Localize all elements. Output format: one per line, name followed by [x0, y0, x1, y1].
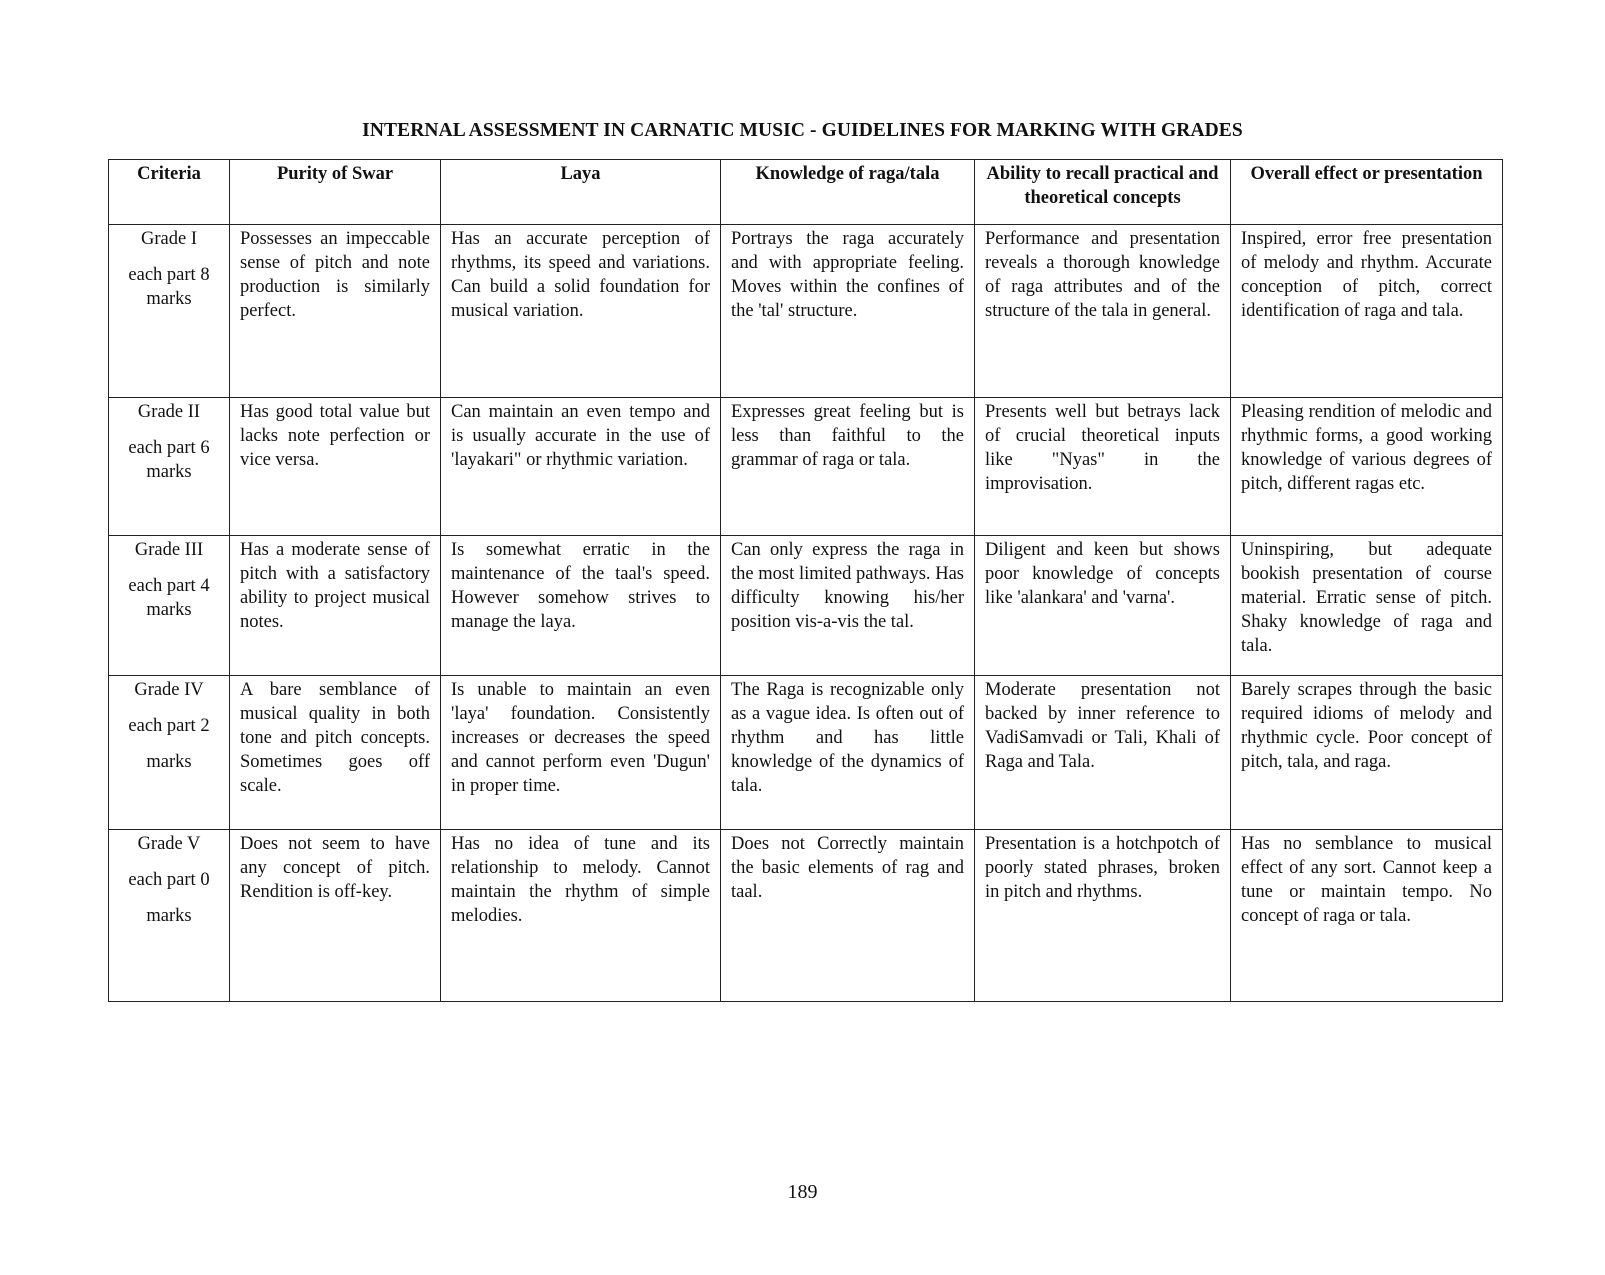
table-cell: Has no idea of tune and its relationship to melody. Cannot maintain the rhythm of simple melodies.: [441, 830, 721, 1002]
table-cell: Can only express the raga in the most limited pathways. Has difficulty knowing his/her position vis-a-vis the tal.: [721, 536, 975, 676]
grade-marks-line1: each part 2: [128, 716, 210, 736]
table-cell: A bare semblance of musical quality in both tone and pitch concepts. Sometimes goes off scale.: [230, 676, 441, 830]
table-cell: The Raga is recognizable only as a vague idea. Is often out of rhythm and has little knowledge of the dynamics of tala.: [721, 676, 975, 830]
table-header-row: [109, 160, 1503, 225]
page-title: INTERNAL ASSESSMENT IN CARNATIC MUSIC - GUIDELINES FOR MARKING WITH GRADES: [362, 120, 1243, 141]
table-cell: Presents well but betrays lack of crucial theoretical inputs like "Nyas" in the improvisation.: [975, 398, 1231, 536]
table-row: [109, 676, 1503, 830]
table-cell: Possesses an impeccable sense of pitch and note production is similarly perfect.: [230, 225, 441, 398]
table-row: [109, 398, 1503, 536]
table-cell: Presentation is a hotchpotch of poorly stated phrases, broken in pitch and rhythms.: [975, 830, 1231, 1002]
table-cell: Has good total value but lacks note perfection or vice versa.: [230, 398, 441, 536]
table-row: [109, 830, 1503, 1002]
grade-marks-line1: each part 8: [128, 265, 210, 285]
table-cell: Is unable to maintain an even 'laya' foundation. Consistently increases or decreases the speed and cannot perform even 'Dugun' in proper time.: [441, 676, 721, 830]
grade-label: Grade II: [137, 402, 201, 422]
table-cell: Barely scrapes through the basic required idioms of melody and rhythmic cycle. Poor concept of pitch, tala, and raga.: [1231, 676, 1503, 830]
table-row: [109, 536, 1503, 676]
grade-cell: [109, 225, 230, 398]
table-cell: Inspired, error free presentation of melody and rhythm. Accurate conception of pitch, correct identification of raga and tala.: [1231, 225, 1503, 398]
table-cell: Does not seem to have any concept of pitch. Rendition is off-key.: [230, 830, 441, 1002]
table-cell: Moderate presentation not backed by inner reference to VadiSamvadi or Tali, Khali of Raga and Tala.: [975, 676, 1231, 830]
grade-marks-line1: each part 6: [128, 438, 210, 458]
table-row: [109, 225, 1503, 398]
column-header-laya: Laya: [441, 160, 721, 225]
table-cell: Has no semblance to musical effect of any sort. Cannot keep a tune or maintain tempo. No concept of raga or tala.: [1231, 830, 1503, 1002]
column-header-purity-of-swar: Purity of Swar: [230, 160, 441, 225]
grade-marks-line1: each part 4: [128, 576, 210, 596]
grade-marks-line2: marks: [146, 289, 192, 309]
grade-cell: [109, 536, 230, 676]
grade-label: Grade IV: [134, 680, 204, 700]
column-header-knowledge-raga-tala: Knowledge of raga/tala: [721, 160, 975, 225]
table-cell: Performance and presentation reveals a thorough knowledge of raga attributes and of the structure of the tala in general.: [975, 225, 1231, 398]
grade-marks-line1: each part 0: [128, 870, 210, 890]
table-cell: Has an accurate perception of rhythms, its speed and variations. Can build a solid foundation for musical variation.: [441, 225, 721, 398]
grade-marks-line2: marks: [146, 906, 192, 926]
column-header-overall-effect: Overall effect or presentation: [1231, 160, 1503, 225]
table-cell: Portrays the raga accurately and with appropriate feeling. Moves within the confines of the 'tal' structure.: [721, 225, 975, 398]
table-cell: Does not Correctly maintain the basic elements of rag and taal.: [721, 830, 975, 1002]
grade-label: Grade I: [141, 229, 197, 249]
table-cell: Uninspiring, but adequate bookish presentation of course material. Erratic sense of pitch. Shaky knowledge of raga and tala.: [1231, 536, 1503, 676]
grading-table: [108, 159, 1503, 1002]
table-cell: Pleasing rendition of melodic and rhythmic forms, a good working knowledge of various degrees of pitch, different ragas etc.: [1231, 398, 1503, 536]
column-header-ability-to-recall: Ability to recall practical and theoretical concepts: [975, 160, 1231, 225]
grade-cell: [109, 398, 230, 536]
page-number: 189: [787, 1181, 818, 1203]
grade-cell: [109, 830, 230, 1002]
grade-label: Grade III: [134, 540, 204, 560]
table-cell: Can maintain an even tempo and is usually accurate in the use of 'layakari" or rhythmic variation.: [441, 398, 721, 536]
table-cell: Is somewhat erratic in the maintenance of the taal's speed. However somehow strives to manage the laya.: [441, 536, 721, 676]
grade-marks-line2: marks: [146, 600, 192, 620]
table-cell: Expresses great feeling but is less than faithful to the grammar of raga or tala.: [721, 398, 975, 536]
grade-cell: [109, 676, 230, 830]
table-cell: Has a moderate sense of pitch with a satisfactory ability to project musical notes.: [230, 536, 441, 676]
grade-marks-line2: marks: [146, 462, 192, 482]
table-cell: Diligent and keen but shows poor knowledge of concepts like 'alankara' and 'varna'.: [975, 536, 1231, 676]
grade-label: Grade V: [137, 834, 201, 854]
column-header-criteria: Criteria: [109, 160, 230, 225]
grade-marks-line2: marks: [146, 752, 192, 772]
